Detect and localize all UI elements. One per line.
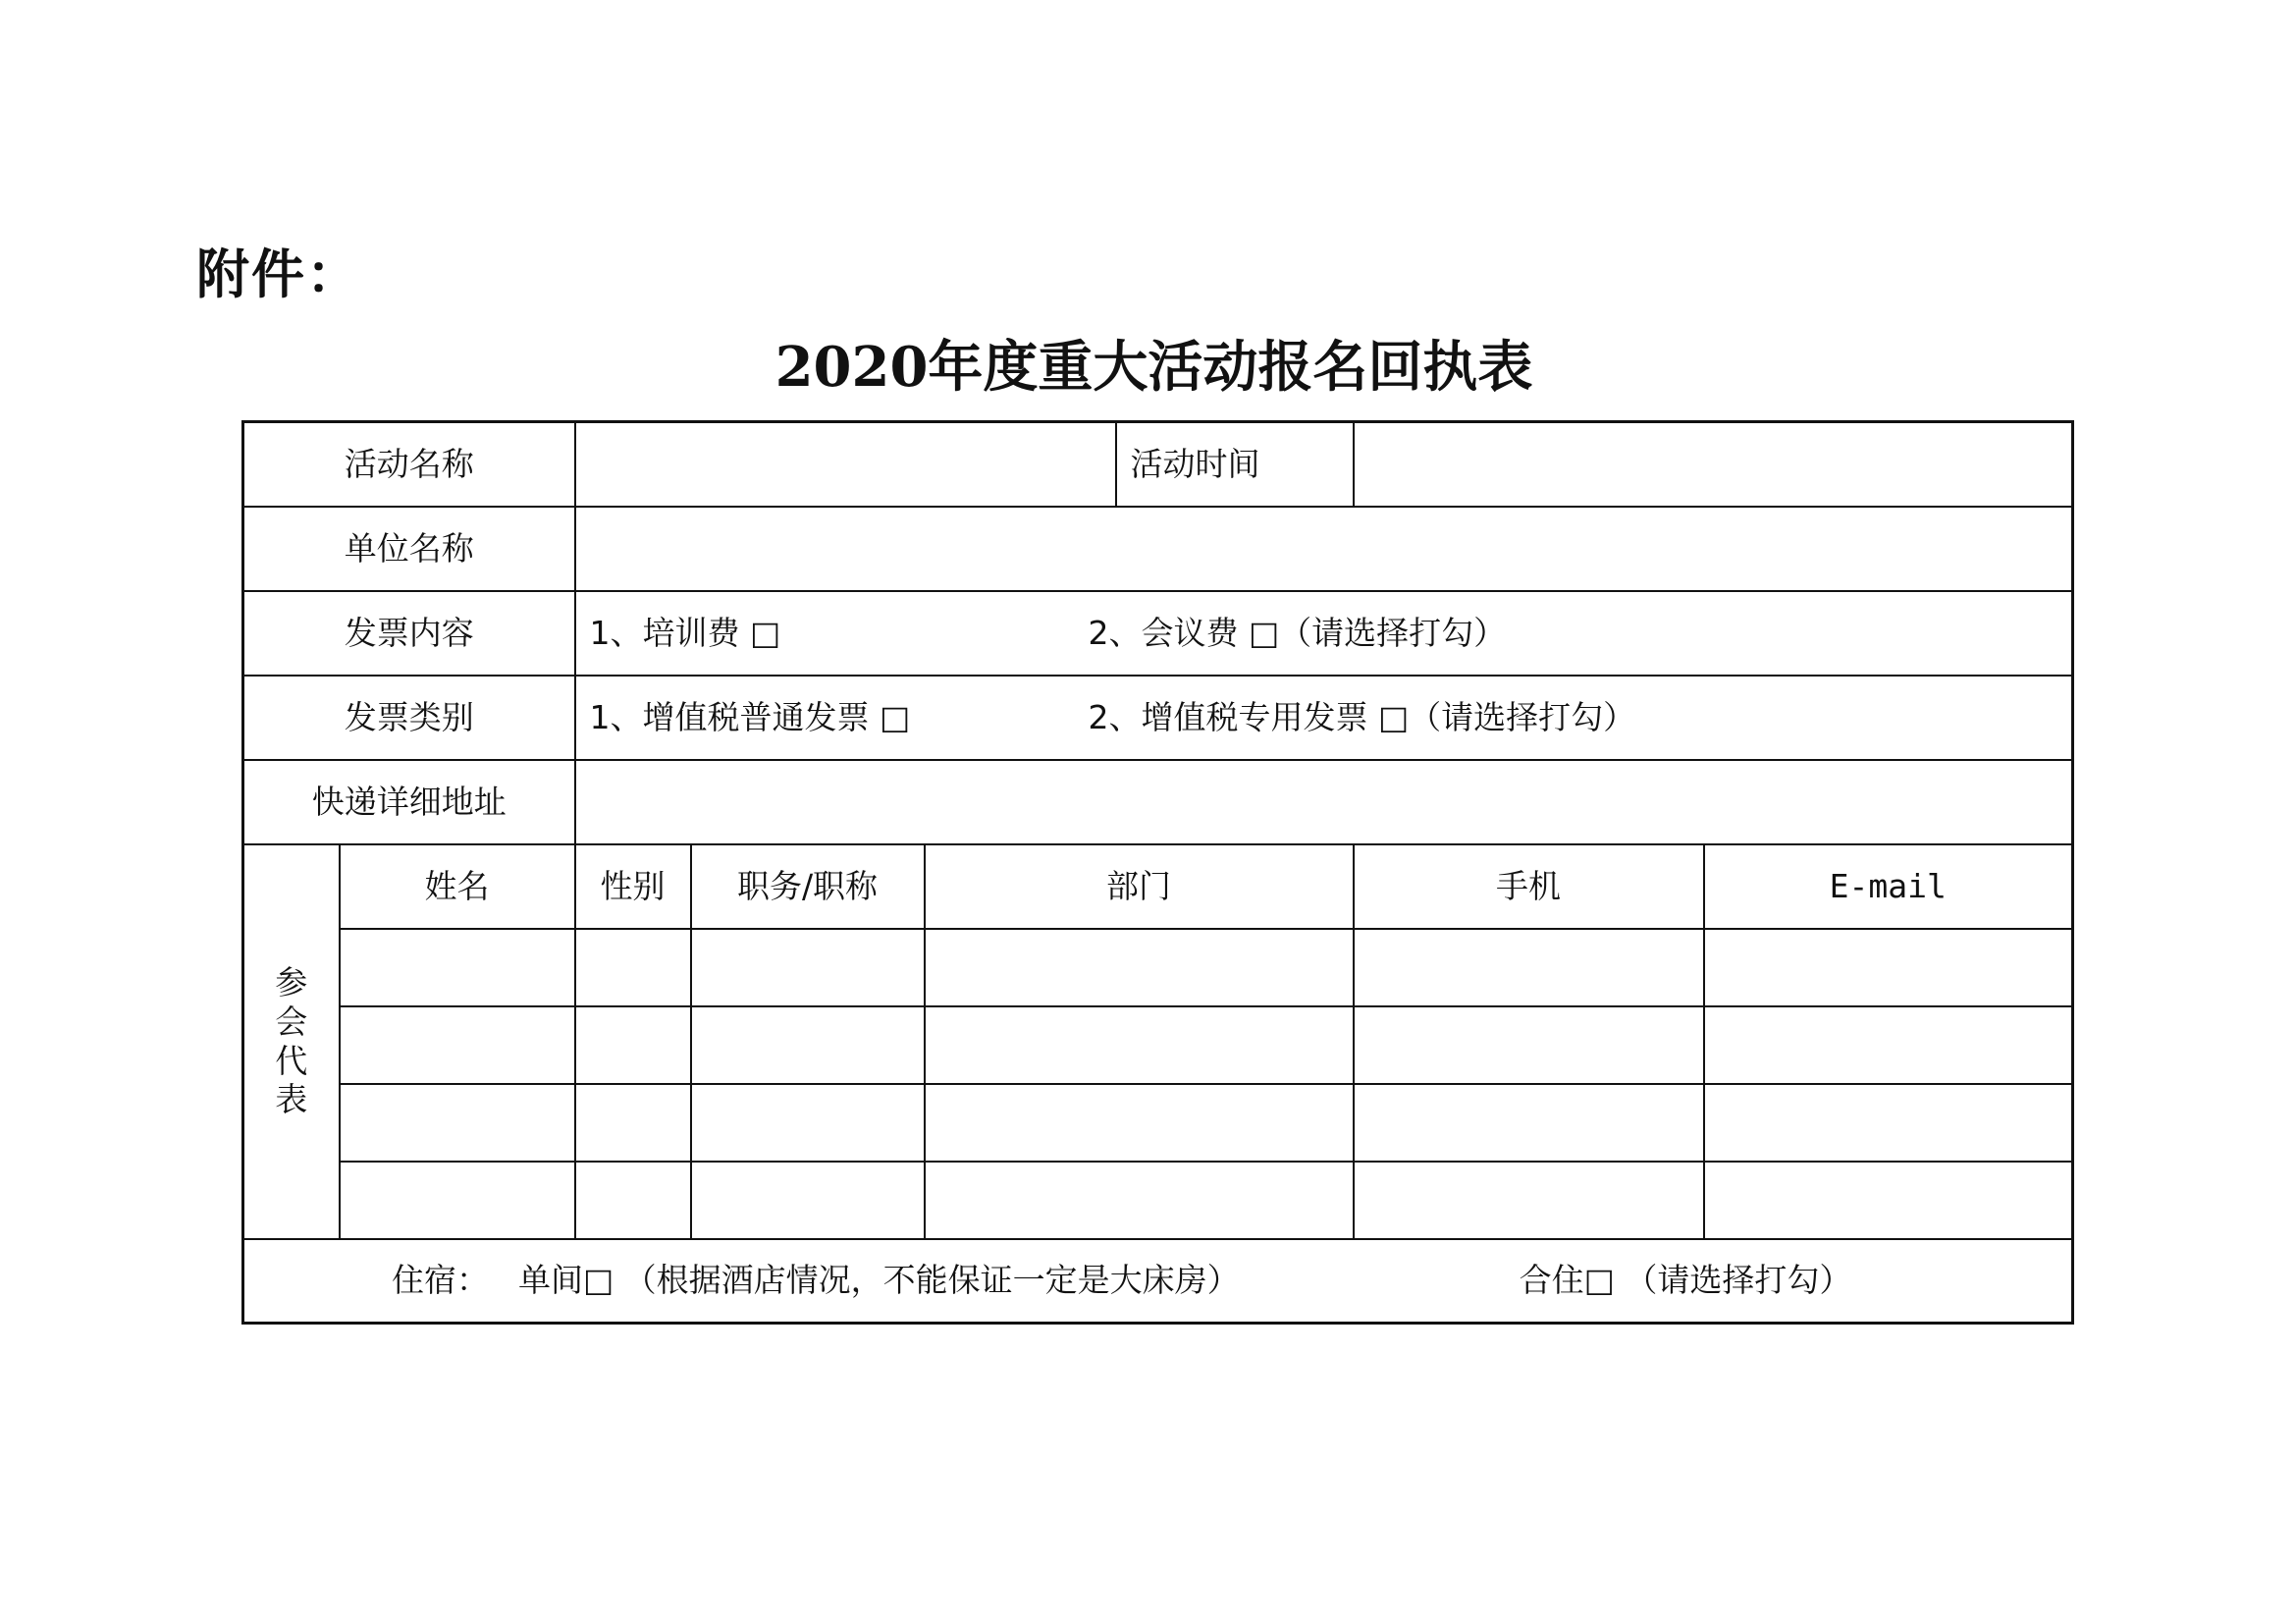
activity-time-label: 活动时间 bbox=[1116, 422, 1354, 507]
invoice-content-options bbox=[575, 591, 2073, 676]
org-name-label: 单位名称 bbox=[243, 507, 575, 591]
participant-gender-field[interactable] bbox=[575, 1084, 691, 1162]
participant-position-field[interactable] bbox=[691, 1162, 925, 1239]
organization-row bbox=[243, 507, 2073, 591]
invoice-type-special[interactable]: 2、增值税专用发票 □（请选择打勾） bbox=[1088, 697, 1636, 736]
header-email: E-mail bbox=[1704, 844, 2073, 929]
activity-name-label: 活动名称 bbox=[243, 422, 575, 507]
participant-name-field[interactable] bbox=[340, 929, 575, 1006]
lodging-option-single[interactable]: 单间□ （根据酒店情况，不能保证一定是大床房） bbox=[518, 1261, 1240, 1300]
participant-position-field[interactable] bbox=[691, 1006, 925, 1084]
participants-header-row bbox=[243, 844, 2073, 929]
invoice-type-label: 发票类别 bbox=[243, 676, 575, 760]
participant-row bbox=[243, 929, 2073, 1006]
participant-row bbox=[243, 1162, 2073, 1239]
participant-name-field[interactable] bbox=[340, 1006, 575, 1084]
invoice-type-general[interactable]: 1、增值税普通发票 □ bbox=[589, 697, 911, 736]
participant-mobile-field[interactable] bbox=[1354, 1084, 1704, 1162]
attachment-label: 附件： bbox=[196, 243, 361, 305]
address-row bbox=[243, 760, 2073, 844]
participant-department-field[interactable] bbox=[925, 1162, 1354, 1239]
invoice-type-options bbox=[575, 676, 2073, 760]
participant-position-field[interactable] bbox=[691, 929, 925, 1006]
invoice-type-row bbox=[243, 676, 2073, 760]
org-name-field[interactable] bbox=[575, 507, 2073, 591]
participant-email-field[interactable] bbox=[1704, 1006, 2073, 1084]
participant-gender-field[interactable] bbox=[575, 929, 691, 1006]
lodging-option-shared[interactable]: 合住□ （请选择打勾） bbox=[1519, 1261, 1852, 1300]
participant-email-field[interactable] bbox=[1704, 929, 2073, 1006]
participant-email-field[interactable] bbox=[1704, 1162, 2073, 1239]
lodging-row bbox=[243, 1239, 2073, 1324]
participant-department-field[interactable] bbox=[925, 1084, 1354, 1162]
form-title: 2020年度重大活动报名回执表 bbox=[774, 335, 1533, 400]
header-gender: 性别 bbox=[575, 844, 691, 929]
activity-time-field[interactable] bbox=[1354, 422, 2073, 507]
participant-row bbox=[243, 1084, 2073, 1162]
participants-group-label: 参 会 代 表 bbox=[243, 844, 340, 1239]
participant-mobile-field[interactable] bbox=[1354, 1006, 1704, 1084]
header-position: 职务/职称 bbox=[691, 844, 925, 929]
participant-department-field[interactable] bbox=[925, 929, 1354, 1006]
header-mobile: 手机 bbox=[1354, 844, 1704, 929]
invoice-option-meeting[interactable]: 2、会议费 □（请选择打勾） bbox=[1088, 613, 1507, 652]
participant-gender-field[interactable] bbox=[575, 1006, 691, 1084]
lodging-options bbox=[243, 1239, 2073, 1324]
header-department: 部门 bbox=[925, 844, 1354, 929]
address-field[interactable] bbox=[575, 760, 2073, 844]
participant-gender-field[interactable] bbox=[575, 1162, 691, 1239]
activity-name-field[interactable] bbox=[575, 422, 1116, 507]
address-label: 快递详细地址 bbox=[243, 760, 575, 844]
registration-form-table bbox=[241, 420, 2074, 1325]
invoice-content-label: 发票内容 bbox=[243, 591, 575, 676]
lodging-label: 住宿： bbox=[392, 1261, 489, 1300]
participant-mobile-field[interactable] bbox=[1354, 929, 1704, 1006]
participant-department-field[interactable] bbox=[925, 1006, 1354, 1084]
participant-name-field[interactable] bbox=[340, 1084, 575, 1162]
participant-mobile-field[interactable] bbox=[1354, 1162, 1704, 1239]
invoice-content-row bbox=[243, 591, 2073, 676]
participant-name-field[interactable] bbox=[340, 1162, 575, 1239]
invoice-option-training[interactable]: 1、培训费 □ bbox=[589, 613, 781, 652]
participant-email-field[interactable] bbox=[1704, 1084, 2073, 1162]
activity-row bbox=[243, 422, 2073, 507]
header-name: 姓名 bbox=[340, 844, 575, 929]
participant-position-field[interactable] bbox=[691, 1084, 925, 1162]
participant-row bbox=[243, 1006, 2073, 1084]
